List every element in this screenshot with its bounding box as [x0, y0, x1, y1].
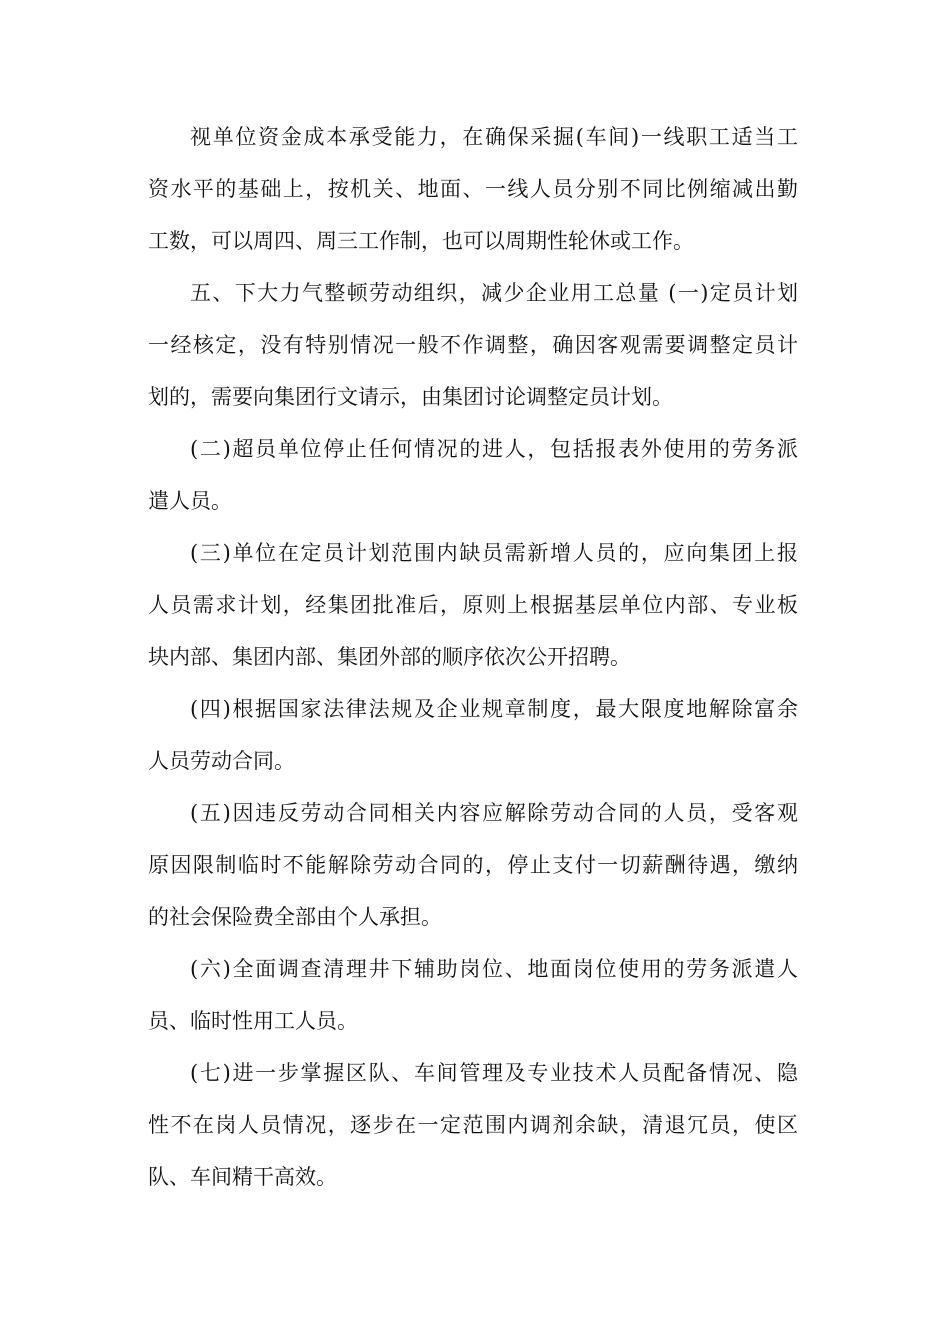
paragraph-line — [148, 735, 798, 787]
paragraph — [148, 267, 798, 423]
paragraph-line — [148, 319, 798, 371]
paragraph-line — [148, 267, 798, 319]
line-text: 原因限制临时不能解除劳动合同的，停止支付一切薪酬待遇，缴纳 — [148, 853, 800, 877]
paragraph — [148, 527, 798, 683]
paragraph-line — [148, 631, 798, 683]
paragraph — [148, 943, 798, 1047]
line-text: 人员劳动合同。 — [148, 749, 295, 773]
paragraph-line — [148, 839, 798, 891]
paragraph-line — [148, 371, 798, 423]
paragraph-line — [148, 787, 798, 839]
paragraph-line — [148, 111, 798, 163]
paragraph-line — [148, 995, 798, 1047]
line-text: 一经核定，没有特别情况一般不作调整，确因客观需要调整定员计 — [148, 333, 800, 357]
line-text: (六)全面调查清理井下辅助岗位、地面岗位使用的劳务派遣人 — [190, 957, 800, 981]
paragraph — [148, 111, 798, 267]
line-text: 员、临时性用工人员。 — [148, 1009, 358, 1033]
line-text: 五、下大力气整顿劳动组织，减少企业用工总量 (一)定员计划 — [190, 281, 800, 305]
paragraph-line — [148, 891, 798, 943]
line-text: (五)因违反劳动合同相关内容应解除劳动合同的人员，受客观 — [190, 801, 800, 825]
line-text: 队、车间精干高效。 — [148, 1165, 337, 1189]
paragraph-line — [148, 215, 798, 267]
paragraph-line — [148, 579, 798, 631]
paragraph — [148, 423, 798, 527]
line-text: 划的，需要向集团行文请示，由集团讨论调整定员计划。 — [148, 385, 673, 409]
line-text: 遣人员。 — [148, 489, 232, 513]
paragraph-line — [148, 423, 798, 475]
paragraph-line — [148, 475, 798, 527]
line-text: 块内部、集团内部、集团外部的顺序依次公开招聘。 — [148, 645, 631, 669]
paragraph-line — [148, 683, 798, 735]
paragraph — [148, 787, 798, 943]
paragraph — [148, 1047, 798, 1203]
line-text: 资水平的基础上，按机关、地面、一线人员分别不同比例缩减出勤 — [148, 177, 800, 201]
paragraph-line — [148, 1151, 798, 1203]
line-text: (三)单位在定员计划范围内缺员需新增人员的，应向集团上报 — [190, 541, 800, 565]
line-text: 人员需求计划，经集团批准后，原则上根据基层单位内部、专业板 — [148, 593, 800, 617]
line-text: 工数，可以周四、周三工作制，也可以周期性轮休或工作。 — [148, 229, 694, 253]
document-body — [148, 111, 798, 1203]
line-text: 视单位资金成本承受能力，在确保采掘(车间)一线职工适当工 — [190, 125, 800, 149]
paragraph-line — [148, 1099, 798, 1151]
paragraph — [148, 683, 798, 787]
paragraph-line — [148, 163, 798, 215]
paragraph-line — [148, 527, 798, 579]
line-text: 的社会保险费全部由个人承担。 — [148, 905, 442, 929]
line-text: 性不在岗人员情况，逐步在一定范围内调剂余缺，清退冗员，使区 — [148, 1113, 800, 1137]
line-text: (二)超员单位停止任何情况的进人，包括报表外使用的劳务派 — [190, 437, 800, 461]
line-text: (四)根据国家法律法规及企业规章制度，最大限度地解除富余 — [190, 697, 800, 721]
paragraph-line — [148, 1047, 798, 1099]
line-text: (七)进一步掌握区队、车间管理及专业技术人员配备情况、隐 — [190, 1061, 800, 1085]
paragraph-line — [148, 943, 798, 995]
